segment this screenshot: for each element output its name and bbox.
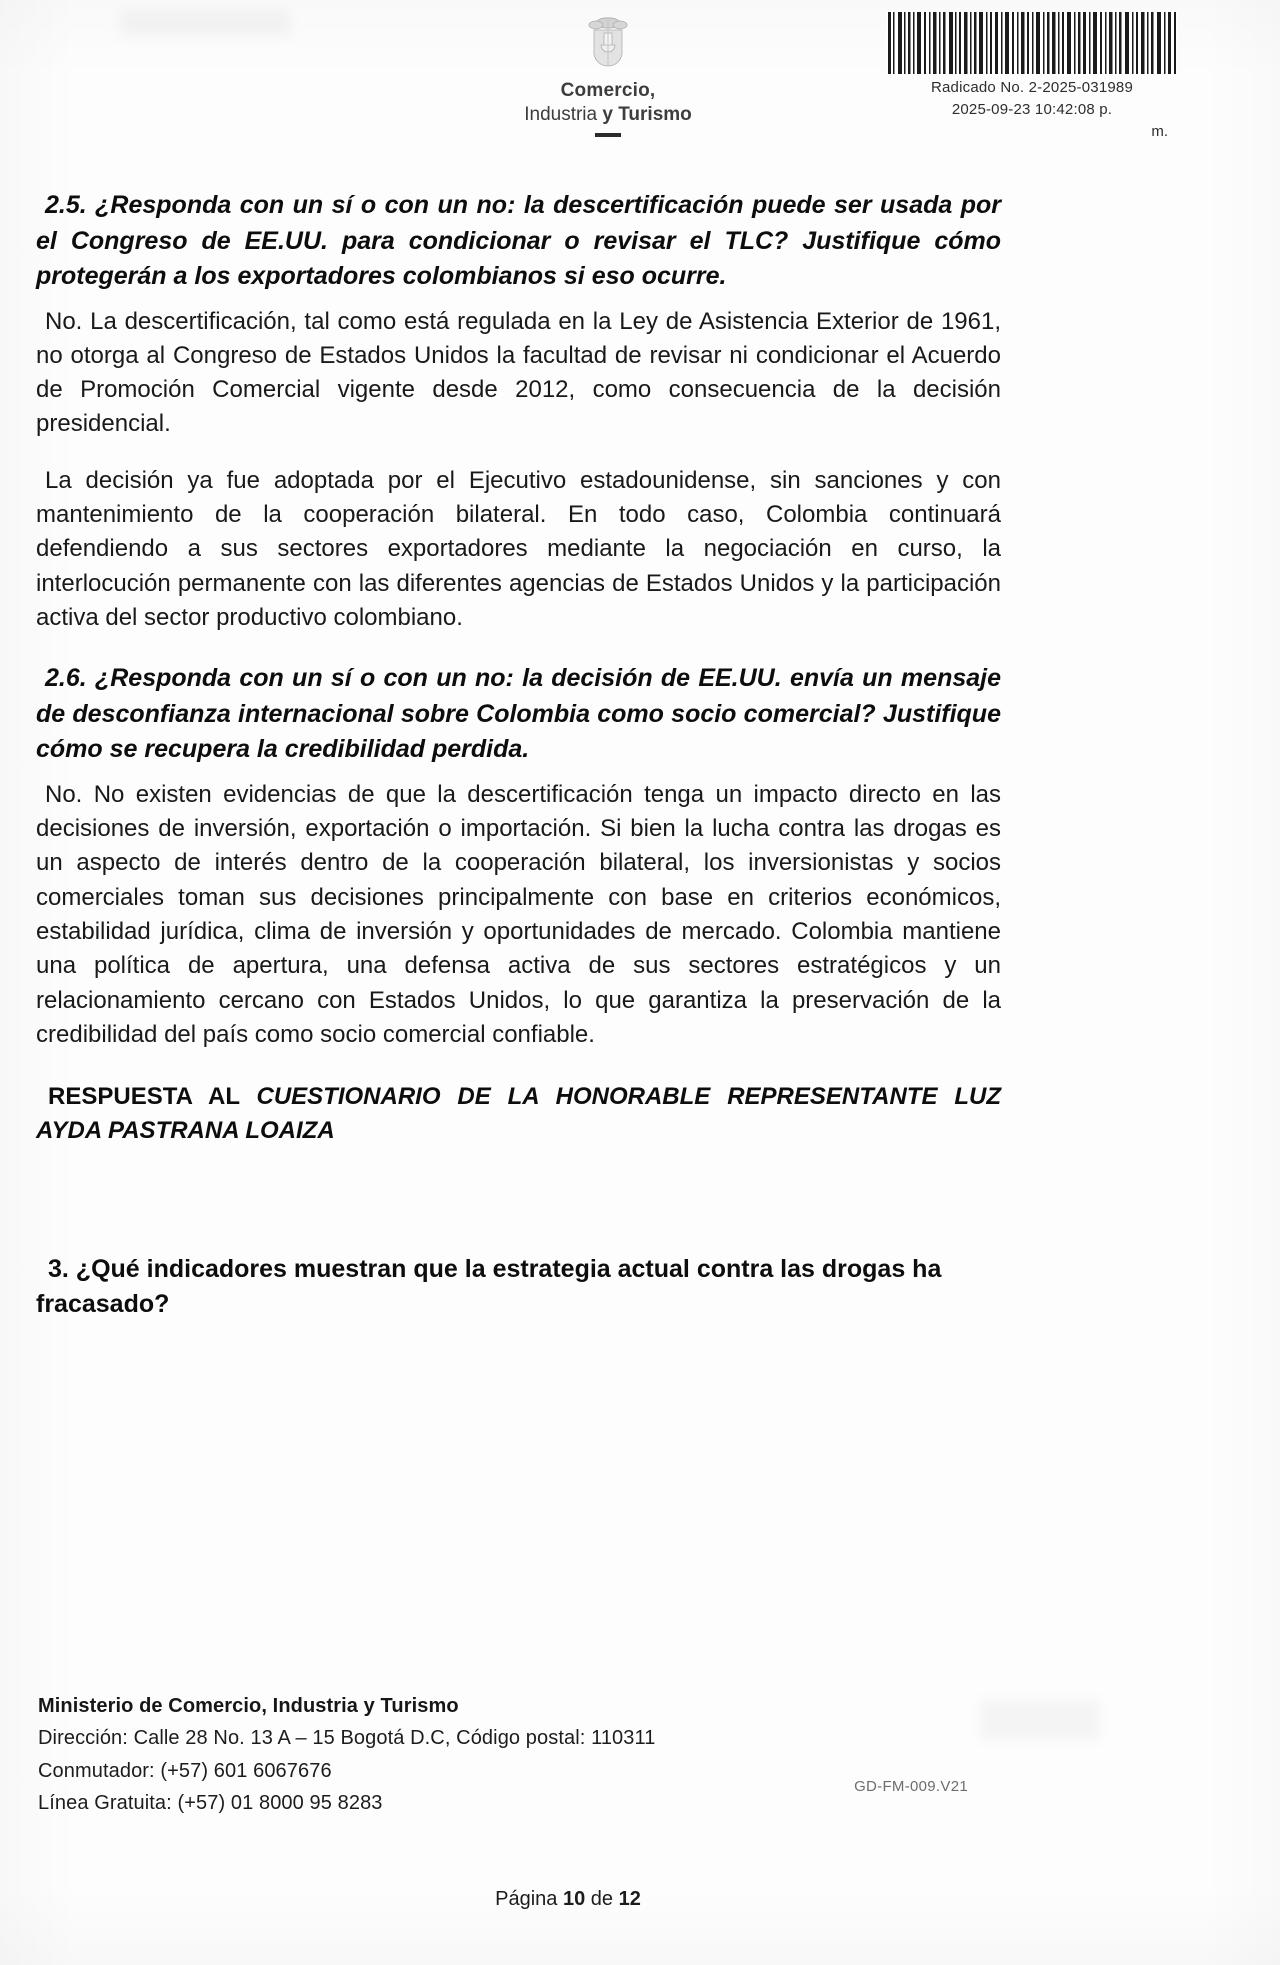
respuesta-heading-italic: CUESTIONARIO DE LA HONORABLE REPRESENTANTE LUZ AYDA PASTRANA LOAIZA xyxy=(36,1083,1002,1145)
ministry-line-2 xyxy=(443,103,773,128)
radicado-stamp xyxy=(882,12,1182,142)
question-2-6-heading: 2.6. ¿Responda con un sí o con un no: la decisión de EE.UU. envía un mensaje de desconfianza internacional sobre Colombia como socio comercial? Justifique cómo se recupera la credibilidad perdida. xyxy=(36,664,1001,764)
branding-underline xyxy=(595,133,621,137)
ministry-line-2-regular: Industria xyxy=(524,103,603,125)
footer-address: Dirección: Calle 28 No. 13 A – 15 Bogotá D.C, Código postal: 110311 xyxy=(38,1727,656,1750)
footer-free-line: Línea Gratuita: (+57) 01 8000 95 8283 xyxy=(38,1792,383,1815)
respuesta-cuestionario-heading xyxy=(36,1080,1001,1148)
barcode-icon xyxy=(886,12,1178,74)
document-header xyxy=(0,0,1280,180)
answer-2-6-paragraph-1: No. No existen evidencias de que la descertificación tenga un impacto directo en las decisiones de inversión, exportación o importación. Si bien la lucha contra las drogas es un aspecto de interés dentro de la cooperación bilateral, los inversionistas y socios comerciales toman sus decisiones principalmente con base en criterios económicos, estabilidad jurídica, clima de inversión y oportunidades de mercado. Colombia mantiene una política de apertura, una defensa activa de sus sectores estratégicos y un relacionamiento cercano con Estados Unidos, lo que garantiza la preservación de la credibilidad del país como socio comercial confiable. xyxy=(36,780,1001,1048)
colombia-coat-of-arms-icon xyxy=(586,14,630,72)
page-number xyxy=(38,1888,1098,1911)
radicado-datetime: 2025-09-23 10:42:08 p. xyxy=(951,100,1113,118)
question-3-heading: 3. ¿Qué indicadores muestran que la estrategia actual contra las drogas ha fracasado? xyxy=(36,1255,942,1319)
question-2-5-heading: 2.5. ¿Responda con un sí o con un no: la descertificación puede ser usada por el Congreso de EE.UU. para condicionar o revisar el TLC? Justifique cómo protegerán a los exportadores colombianos si eso ocurre. xyxy=(36,191,1001,290)
radicado-number: Radicado No. 2-2025-031989 xyxy=(930,79,1133,96)
page-label: Página xyxy=(495,1888,563,1910)
footer-switchboard: Conmutador: (+57) 601 6067676 xyxy=(38,1759,332,1782)
page-total: 12 xyxy=(618,1888,641,1910)
ministry-line-2-bold: y Turismo xyxy=(602,103,692,125)
ministry-branding xyxy=(443,14,773,137)
respuesta-heading-plain: RESPUESTA AL xyxy=(48,1083,257,1111)
answer-2-5-paragraph-1: No. La descertificación, tal como está regulada en la Ley de Asistencia Exterior de 1961, no otorga al Congreso de Estados Unidos la facultad de revisar ni condicionar el Acuerdo de Promoción Comercial vigente desde 2012, como consecuencia de la decisión presidencial. xyxy=(36,307,1001,438)
page-of: de xyxy=(585,1888,619,1910)
document-footer xyxy=(38,1690,1228,1910)
ministry-line-1: Comercio, xyxy=(560,80,656,101)
document-body xyxy=(36,188,1001,1322)
radicado-datetime-tail: m. xyxy=(1151,122,1168,140)
footer-entity-name: Ministerio de Comercio, Industria y Turismo xyxy=(38,1695,459,1717)
answer-2-5-paragraph-2: La decisión ya fue adoptada por el Ejecutivo estadounidense, sin sanciones y con mantenimiento de la cooperación bilateral. En todo caso, Colombia continuará defendiendo a sus sectores exportadores mediante la negociación en curso, la interlocución permanente con las diferentes agencias de Estados Unidos y la participación activa del sector productivo colombiano. xyxy=(36,466,1001,631)
page-current: 10 xyxy=(562,1888,586,1910)
footer-form-code: GD-FM-009.V21 xyxy=(854,1778,968,1795)
